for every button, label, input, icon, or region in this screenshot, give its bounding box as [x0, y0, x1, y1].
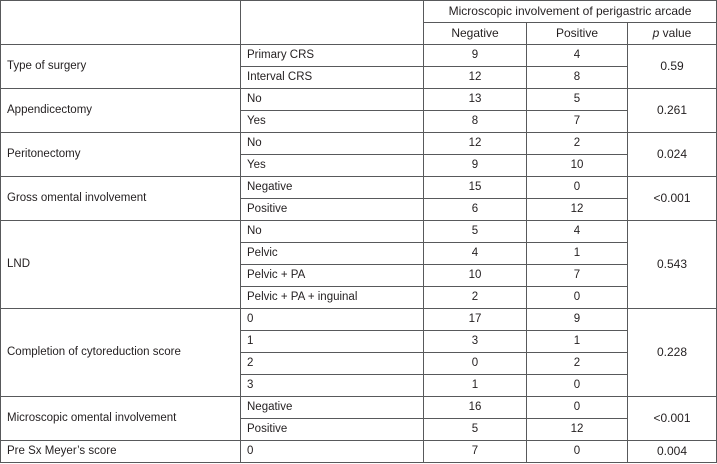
- p-value-cell: <0.001: [628, 177, 717, 221]
- positive-count-cell: 10: [527, 155, 628, 177]
- negative-count-cell: 5: [424, 221, 527, 243]
- p-value-cell: 0.543: [628, 221, 717, 309]
- negative-count-cell: 0: [424, 353, 527, 375]
- p-value-cell: 0.004: [628, 441, 717, 463]
- level-cell: 0: [241, 441, 424, 463]
- positive-count-cell: 2: [527, 353, 628, 375]
- positive-count-cell: 9: [527, 309, 628, 331]
- header-p-value: [628, 23, 717, 45]
- positive-count-cell: 5: [527, 89, 628, 111]
- header-group-label: Microscopic involvement of perigastric arcade: [424, 1, 717, 23]
- negative-count-cell: 8: [424, 111, 527, 133]
- table-row: [1, 221, 717, 243]
- level-cell: Pelvic: [241, 243, 424, 265]
- positive-count-cell: 12: [527, 199, 628, 221]
- negative-count-cell: 15: [424, 177, 527, 199]
- p-value-cell: 0.228: [628, 309, 717, 397]
- negative-count-cell: 10: [424, 265, 527, 287]
- level-cell: Yes: [241, 111, 424, 133]
- positive-count-cell: 7: [527, 111, 628, 133]
- negative-count-cell: 2: [424, 287, 527, 309]
- variable-label: Completion of cytoreduction score: [1, 309, 241, 397]
- variable-label: LND: [1, 221, 241, 309]
- positive-count-cell: 1: [527, 331, 628, 353]
- variable-label: Type of surgery: [1, 45, 241, 89]
- header-p-rest: value: [659, 26, 692, 40]
- header-p-italic: p: [652, 26, 660, 40]
- positive-count-cell: 0: [527, 287, 628, 309]
- table-row: [1, 309, 717, 331]
- p-value-cell: 0.59: [628, 45, 717, 89]
- variable-label: Microscopic omental involvement: [1, 397, 241, 441]
- positive-count-cell: 0: [527, 177, 628, 199]
- negative-count-cell: 13: [424, 89, 527, 111]
- negative-count-cell: 4: [424, 243, 527, 265]
- level-cell: Pelvic + PA: [241, 265, 424, 287]
- variable-label: Appendicectomy: [1, 89, 241, 133]
- negative-count-cell: 5: [424, 419, 527, 441]
- p-value-cell: 0.024: [628, 133, 717, 177]
- negative-count-cell: 6: [424, 199, 527, 221]
- negative-count-cell: 12: [424, 67, 527, 89]
- header-positive: Positive: [527, 23, 628, 45]
- level-cell: Primary CRS: [241, 45, 424, 67]
- negative-count-cell: 17: [424, 309, 527, 331]
- positive-count-cell: 8: [527, 67, 628, 89]
- negative-count-cell: 16: [424, 397, 527, 419]
- level-cell: 1: [241, 331, 424, 353]
- level-cell: Yes: [241, 155, 424, 177]
- header-level-cell: [241, 1, 424, 45]
- positive-count-cell: 0: [527, 397, 628, 419]
- p-value-cell: <0.001: [628, 397, 717, 441]
- table-row: [1, 89, 717, 111]
- level-cell: Pelvic + PA + inguinal: [241, 287, 424, 309]
- header-negative: Negative: [424, 23, 527, 45]
- table-body: [1, 1, 717, 463]
- variable-label: Gross omental involvement: [1, 177, 241, 221]
- level-cell: Negative: [241, 177, 424, 199]
- header-row-1: [1, 1, 717, 23]
- positive-count-cell: 2: [527, 133, 628, 155]
- level-cell: Negative: [241, 397, 424, 419]
- positive-count-cell: 4: [527, 221, 628, 243]
- positive-count-cell: 4: [527, 45, 628, 67]
- level-cell: No: [241, 133, 424, 155]
- positive-count-cell: 7: [527, 265, 628, 287]
- table-row: [1, 133, 717, 155]
- negative-count-cell: 1: [424, 375, 527, 397]
- header-corner-cell: [1, 1, 241, 45]
- level-cell: No: [241, 221, 424, 243]
- variable-label: Pre Sx Meyer’s score: [1, 441, 241, 463]
- negative-count-cell: 12: [424, 133, 527, 155]
- level-cell: Positive: [241, 419, 424, 441]
- positive-count-cell: 1: [527, 243, 628, 265]
- level-cell: Positive: [241, 199, 424, 221]
- variable-label: Peritonectomy: [1, 133, 241, 177]
- negative-count-cell: 3: [424, 331, 527, 353]
- level-cell: 3: [241, 375, 424, 397]
- level-cell: Interval CRS: [241, 67, 424, 89]
- table-row: [1, 45, 717, 67]
- level-cell: No: [241, 89, 424, 111]
- table-row: [1, 177, 717, 199]
- negative-count-cell: 9: [424, 45, 527, 67]
- table-row: [1, 397, 717, 419]
- negative-count-cell: 7: [424, 441, 527, 463]
- table-row: [1, 441, 717, 463]
- p-value-cell: 0.261: [628, 89, 717, 133]
- positive-count-cell: 0: [527, 441, 628, 463]
- level-cell: 2: [241, 353, 424, 375]
- level-cell: 0: [241, 309, 424, 331]
- negative-count-cell: 9: [424, 155, 527, 177]
- positive-count-cell: 12: [527, 419, 628, 441]
- positive-count-cell: 0: [527, 375, 628, 397]
